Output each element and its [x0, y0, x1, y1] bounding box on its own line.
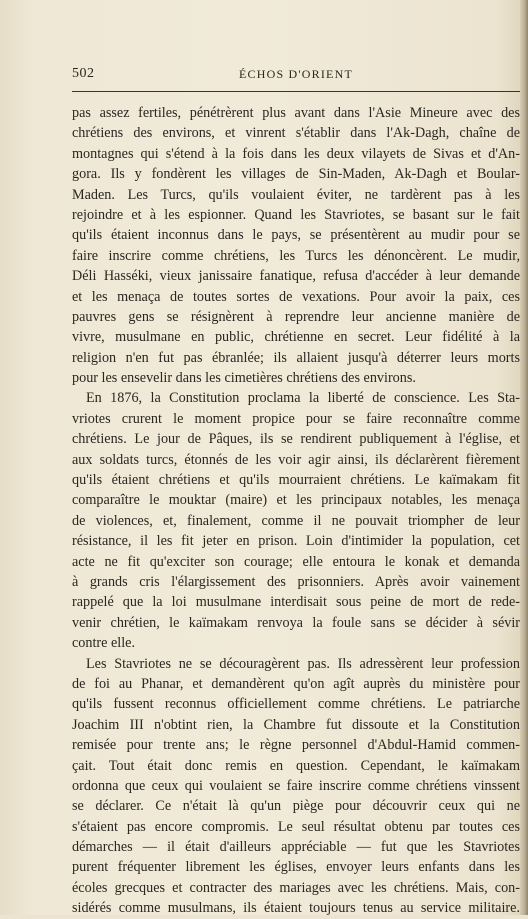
text-line: religion n'en fut pas ébranlée; ils allaient jusqu'à déterrer leurs morts [72, 349, 520, 366]
text-line: venir chrétien, le kaïmakam renvoya la foule sans se décider à sévir [72, 614, 520, 631]
paragraph-1 [72, 103, 520, 388]
text-line: pour les ensevelir dans les cimetières chrétiens des environs. [72, 370, 416, 387]
text-line: aux soldats turcs, étonnés de les voir agir ainsi, ils déclarèrent fièrement [72, 451, 520, 468]
text-line: purent fréquenter librement les églises, envoyer leurs enfants dans les [72, 859, 520, 876]
text-line: de foi au Phanar, et demandèrent qu'on agît auprès du ministère pour [72, 675, 520, 692]
text-line: résistance, il les fit jeter en prison. Loin d'intimider la population, cet [72, 533, 520, 550]
text-line: acte ne fit qu'exciter son courage; elle entoura le konak et demanda [72, 553, 520, 570]
body-text [72, 103, 520, 919]
text-line: qu'ils étaient chrétiens et qu'ils mourraient chrétiens. Le kaïmakam fit [72, 472, 520, 489]
text-line: rappelé que la loi musulmane interdisait sous peine de mort de rede- [72, 594, 520, 611]
text-line: vriotes crurent le moment propice pour se faire reconnaître comme [72, 410, 520, 427]
text-line: Les Stavriotes ne se découragèrent pas. Ils adressèrent leur profession [86, 655, 520, 672]
text-line: remisée pour trente ans; le règne personnel d'Abdul-Hamid commen- [72, 737, 520, 754]
page-header [72, 66, 520, 86]
text-line: chrétiens. Le jour de Pâques, ils se rendirent publiquement à l'église, et [72, 431, 520, 448]
text-line: çait. Tout était donc remis en question. Cependant, le kaïmakam [72, 757, 520, 774]
text-line: démarches — il était d'ailleurs appréciable — fut que les Stavriotes [72, 839, 520, 856]
text-line: contre elle. [72, 635, 136, 652]
text-line: écoles grecques et contracter des mariages avec les chrétiens. Mais, con- [72, 879, 520, 896]
text-line: pauvres gens se résignèrent à reprendre leur ancienne manière de [72, 308, 520, 325]
page-number: 502 [72, 66, 95, 81]
text-line: qu'ils fussent reconnus officiellement comme chrétiens. Le patriarche [72, 696, 520, 713]
text-line: à grands cris l'élargissement des prisonniers. Après avoir vainement [72, 573, 520, 590]
text-line: En 1876, la Constitution proclama la liberté de conscience. Les Sta- [86, 390, 520, 407]
text-line: Joachim III n'obtint rien, la Chambre fut dissoute et la Constitution [72, 716, 520, 733]
text-line: rejoindre et à les espionner. Quand les Stavriotes, se basant sur le fait [72, 206, 520, 223]
header-rule [72, 91, 520, 92]
text-line: faire inscrire comme chrétiens, les Turcs les dénoncèrent. Le mudir, [72, 247, 520, 264]
text-line: gora. Ils y fondèrent les villages de Sin-Maden, Ak-Dagh et Boular- [72, 166, 520, 183]
paragraph-3 [72, 654, 520, 919]
paragraph-2 [72, 388, 520, 653]
text-line: et les menaça de toutes sortes de vexations. Pour avoir la paix, ces [72, 288, 520, 305]
text-line: Déli Hasséki, vieux janissaire fanatique, refusa d'accéder à leur demande [72, 268, 520, 285]
text-line: s'étaient pas encore compromis. Le seul résultat obtenu par toutes ces [72, 818, 520, 835]
text-line: se déclarer. Ce n'était là qu'un piège pour découvrir ceux qui ne [72, 798, 520, 815]
text-line: vivre, musulmane en public, chrétienne en secret. Leur fidélité à la [72, 329, 520, 346]
text-line: de violences, et, finalement, comme il ne pouvait triompher de leur [72, 512, 520, 529]
text-line: pas assez fertiles, pénétrèrent plus avant dans l'Asie Mineure avec des [72, 105, 520, 121]
text-line: ordonna que ceux qui voulaient se faire inscrire comme chrétiens vinssent [72, 777, 520, 794]
text-line: Maden. Les Turcs, qu'ils voulaient éviter, ne tardèrent pas à les [72, 186, 520, 203]
text-line: montagnes qui s'étend à la fois dans les deux vilayets de Sivas et d'An- [72, 145, 520, 162]
text-line: comparaître le mouktar (maire) et les principaux notables, les menaça [72, 492, 520, 509]
page-edge-shadow [520, 0, 528, 915]
running-title: ÉCHOS D'ORIENT [239, 67, 353, 81]
text-line: chrétiens des environs, et vinrent s'établir dans l'Ak-Dagh, chaîne de [72, 125, 520, 142]
text-line: qu'ils étaient inconnus dans le pays, se présentèrent au mudir pour se [72, 227, 520, 244]
text-line: sidérés comme musulmans, ils étaient toujours tenus au service militaire. [72, 900, 520, 917]
